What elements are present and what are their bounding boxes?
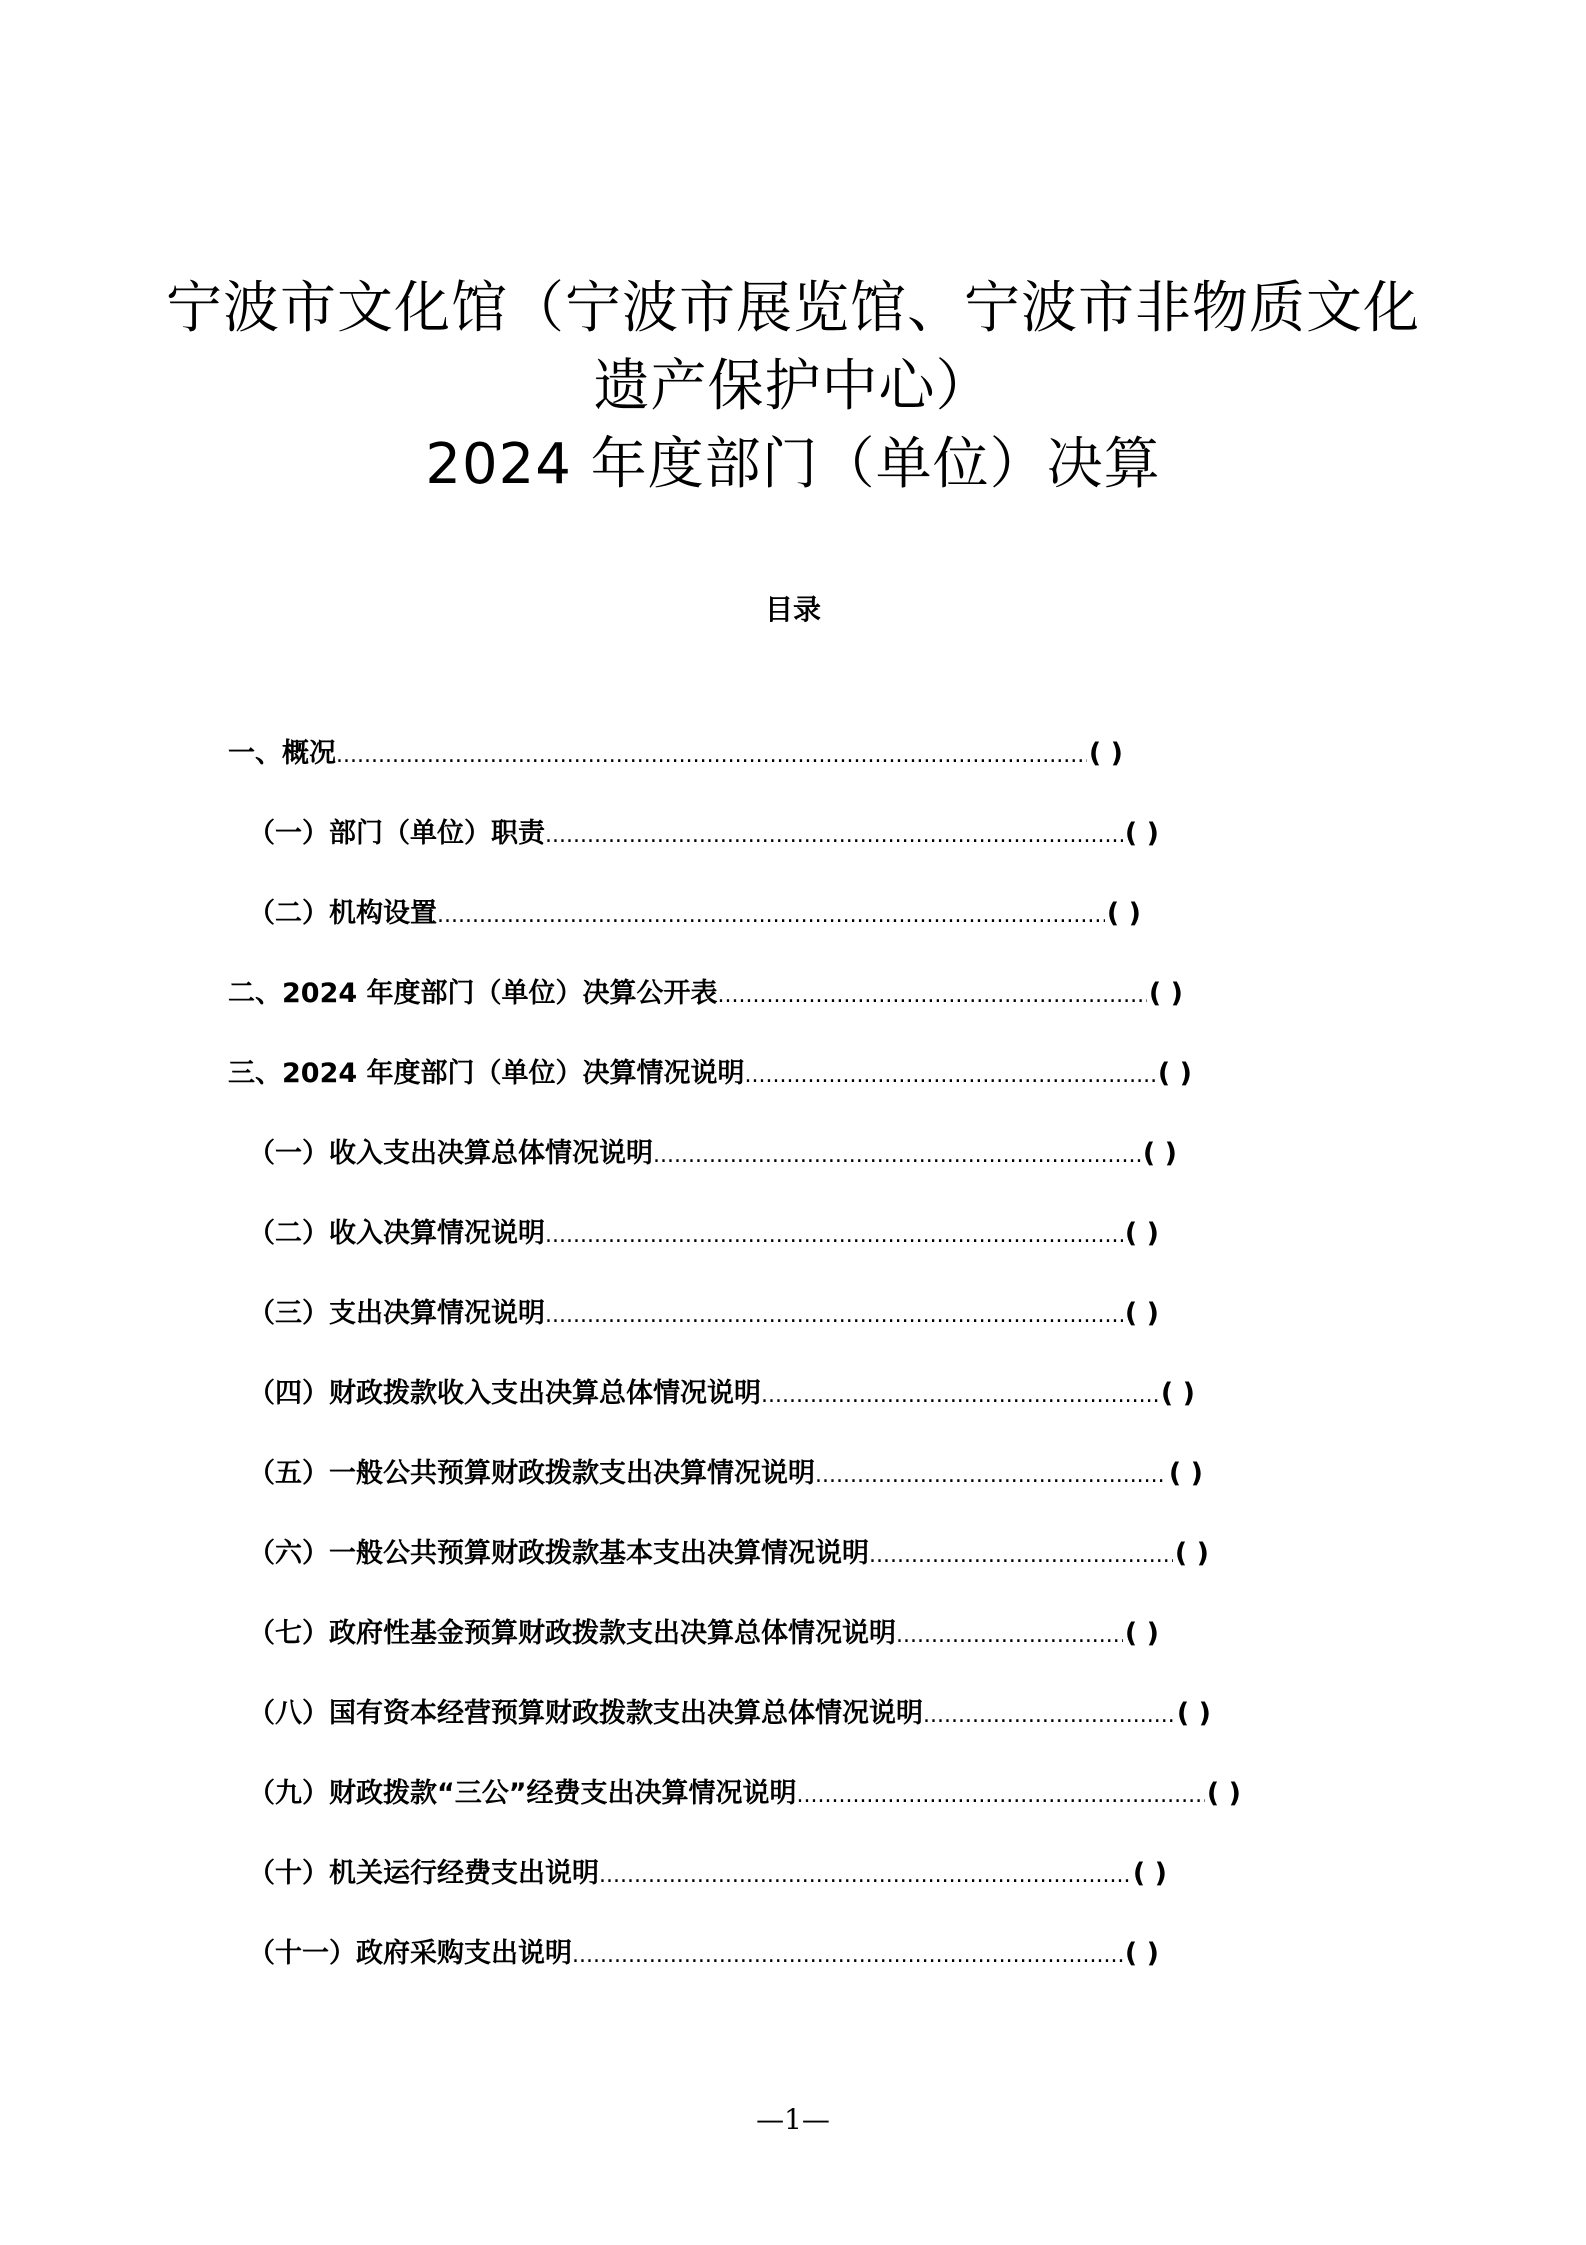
toc-entry[interactable] [248, 1772, 1241, 1816]
toc-entry-label: （一）收入支出决算总体情况说明 [248, 1138, 653, 1169]
toc-entry-label: （八）国有资本经营预算财政拨款支出决算总体情况说明 [248, 1698, 923, 1729]
toc-entry[interactable] [248, 1452, 1203, 1496]
toc-entry-page: ( ) [1176, 1698, 1211, 1729]
toc-entry-page: ( ) [1168, 1458, 1203, 1489]
toc-entry-label: （二）机构设置 [248, 898, 437, 929]
toc-entry-page: ( ) [1124, 1218, 1159, 1249]
title-line-2: 遗产保护中心） [593, 354, 993, 419]
dot-leader [761, 1372, 1159, 1418]
toc-entry[interactable] [248, 812, 1159, 856]
toc-entry-page: ( ) [1132, 1858, 1167, 1889]
toc-entry-label: （九）财政拨款“三公”经费支出决算情况说明 [248, 1778, 797, 1809]
toc-entry[interactable] [248, 1692, 1211, 1736]
dot-leader [869, 1532, 1173, 1578]
toc-entry-page: ( ) [1157, 1058, 1192, 1089]
toc-entry-label: （四）财政拨款收入支出决算总体情况说明 [248, 1378, 761, 1409]
dot-leader [545, 812, 1123, 858]
toc-entry-label: （二）收入决算情况说明 [248, 1218, 545, 1249]
toc-entry-page: ( ) [1088, 738, 1123, 769]
dot-leader [572, 1932, 1123, 1978]
toc-entry-label: （五）一般公共预算财政拨款支出决算情况说明 [248, 1458, 815, 1489]
toc-entry-label: （十一）政府采购支出说明 [248, 1938, 572, 1969]
toc-entry-label: 二、2024 年度部门（单位）决算公开表 [228, 978, 718, 1009]
toc-entry[interactable] [248, 1932, 1159, 1976]
toc-entry-page: ( ) [1174, 1538, 1209, 1569]
dot-leader [336, 732, 1087, 778]
title-line-1: 宁波市文化馆（宁波市展览馆、宁波市非物质文化 [166, 276, 1420, 341]
toc-entry-label: （七）政府性基金预算财政拨款支出决算总体情况说明 [248, 1618, 896, 1649]
dot-leader [896, 1612, 1123, 1658]
toc-entry[interactable] [248, 1852, 1167, 1896]
toc-entry-page: ( ) [1124, 1938, 1159, 1969]
page-number: —1— [756, 2103, 830, 2136]
toc-entry-label: 三、2024 年度部门（单位）决算情况说明 [228, 1058, 745, 1089]
dot-leader [923, 1692, 1175, 1738]
toc-entry-label: 一、概况 [228, 738, 336, 769]
toc-entry-page: ( ) [1106, 898, 1141, 929]
toc-entry[interactable] [248, 1132, 1177, 1176]
toc-entry-page: ( ) [1124, 1618, 1159, 1649]
toc-entry-page: ( ) [1142, 1138, 1177, 1169]
toc-entry-page: ( ) [1124, 818, 1159, 849]
toc-entry[interactable] [248, 1612, 1159, 1656]
toc-entry-label: （六）一般公共预算财政拨款基本支出决算情况说明 [248, 1538, 869, 1569]
toc-entry[interactable] [228, 1052, 1192, 1096]
toc-entry[interactable] [248, 1532, 1209, 1576]
toc-entry-label: （一）部门（单位）职责 [248, 818, 545, 849]
toc-entry-label: （三）支出决算情况说明 [248, 1298, 545, 1329]
dot-leader [797, 1772, 1205, 1818]
dot-leader [599, 1852, 1131, 1898]
dot-leader [437, 892, 1105, 938]
dot-leader [653, 1132, 1141, 1178]
dot-leader [718, 972, 1147, 1018]
toc-entry[interactable] [248, 1372, 1195, 1416]
toc-entry[interactable] [228, 972, 1183, 1016]
toc-entry-label: （十）机关运行经费支出说明 [248, 1858, 599, 1889]
toc-entry-page: ( ) [1148, 978, 1183, 1009]
dot-leader [545, 1292, 1123, 1338]
toc-entry[interactable] [228, 732, 1123, 776]
toc-entry-page: ( ) [1206, 1778, 1241, 1809]
document-title [0, 270, 1586, 504]
toc-entry[interactable] [248, 1292, 1159, 1336]
toc-entry-page: ( ) [1160, 1378, 1195, 1409]
toc-entry-page: ( ) [1124, 1298, 1159, 1329]
dot-leader [745, 1052, 1156, 1098]
toc-heading: 目录 [764, 593, 821, 626]
toc-entry[interactable] [248, 1212, 1159, 1256]
title-line-3: 2024 年度部门（单位）决算 [425, 432, 1161, 497]
dot-leader [545, 1212, 1123, 1258]
toc-entry[interactable] [248, 892, 1141, 936]
dot-leader [815, 1452, 1167, 1498]
